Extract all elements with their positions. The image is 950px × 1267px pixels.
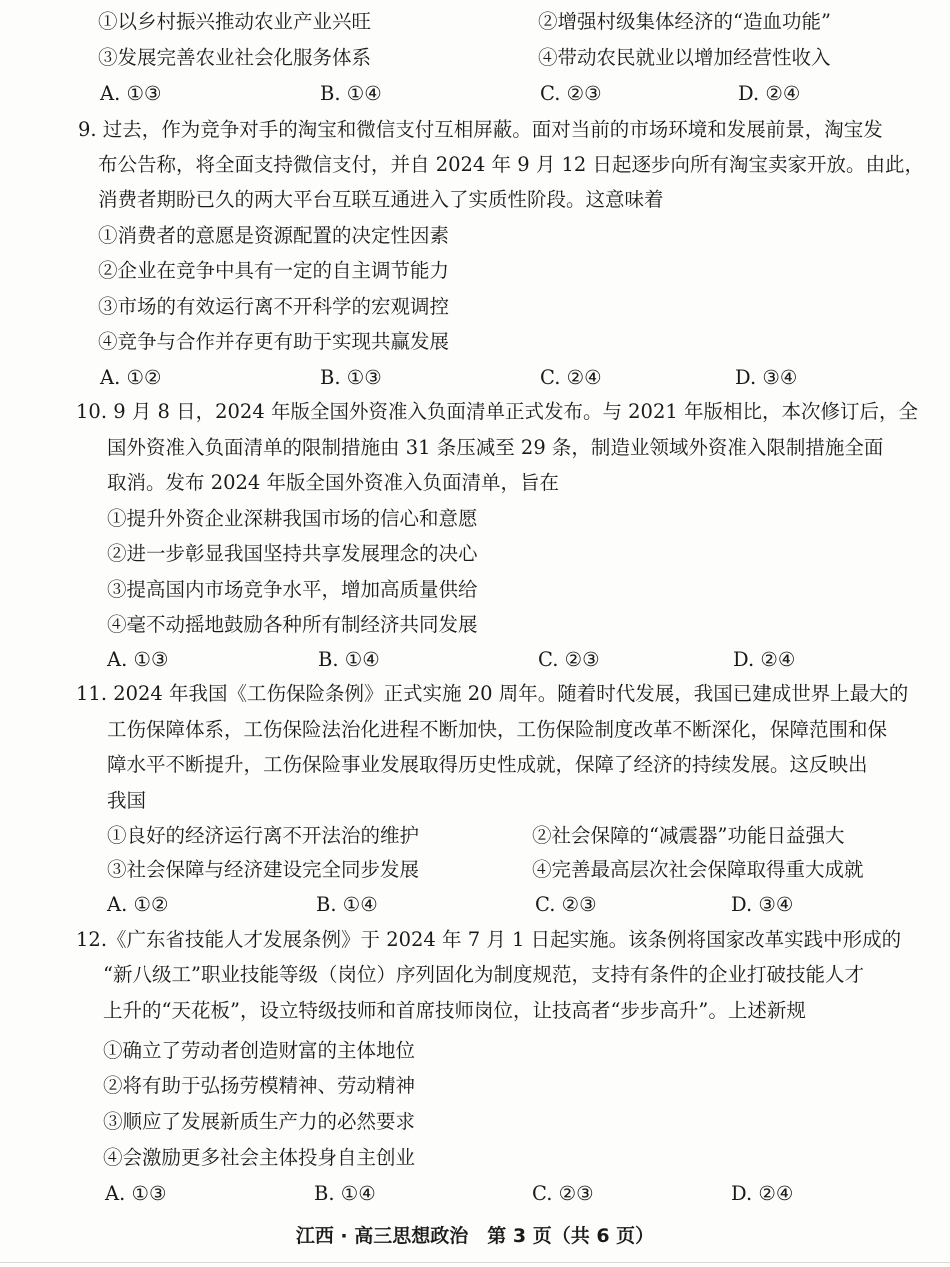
q10-option-3: ③提高国内市场竞争水平，增加高质量供给 <box>107 578 478 601</box>
q10-stem-text: 国外资准入负面清单的限制措施由 31 条压减至 29 条，制造业领域外资准入限制措施全面 <box>107 436 884 459</box>
q10-stem-text: 取消。发布 2024 年版全国外资准入负面清单，旨在 <box>107 471 560 494</box>
q9-choice-b: B. ①③ <box>320 366 382 389</box>
q8-option-1: ①以乡村振兴推动农业产业兴旺 <box>98 10 372 33</box>
q11-option-4: ④完善最高层次社会保障取得重大成就 <box>532 858 864 881</box>
q12-choice-b: B. ①④ <box>314 1182 376 1205</box>
q11-stem-text: 我国 <box>107 789 147 812</box>
q10-choice-a: A. ①③ <box>107 648 169 671</box>
q12-choice-c: C. ②③ <box>532 1182 594 1205</box>
q10-stem-text: 10. 9 月 8 日，2024 年版全国外资准入负面清单正式发布。与 2021 年版相比，本次修订后，全 <box>76 400 918 423</box>
page-edge-divider <box>0 1262 950 1263</box>
q12-option-3: ③顺应了发展新质生产力的必然要求 <box>103 1110 416 1133</box>
q9-stem-text: 布公告称，将全面支持微信支付，并自 2024 年 9 月 12 日起逐步向所有淘宝卖家开放。由此， <box>98 153 925 176</box>
q10-choice-b: B. ①④ <box>318 648 380 671</box>
q9-choice-c: C. ②④ <box>540 366 602 389</box>
q9-choice-a: A. ①② <box>100 366 162 389</box>
q11-stem-text: 障水平不断提升，工伤保险事业发展取得历史性成就，保障了经济的持续发展。这反映出 <box>107 753 868 776</box>
q9-option-1: ①消费者的意愿是资源配置的决定性因素 <box>98 224 450 247</box>
q11-choice-d: D. ③④ <box>731 893 794 916</box>
q12-option-4: ④会激励更多社会主体投身自主创业 <box>103 1146 416 1169</box>
q11-choice-a: A. ①② <box>107 893 169 916</box>
q10-option-1: ①提升外资企业深耕我国市场的信心和意愿 <box>107 507 478 530</box>
q11-stem-text: 11. 2024 年我国《工伤保险条例》正式实施 20 周年。随着时代发展，我国已建成世界上最大的 <box>76 682 909 705</box>
q8-choice-d: D. ②④ <box>738 82 801 105</box>
q8-choice-a: A. ①③ <box>100 82 162 105</box>
q11-stem-text: 工伤保障体系，工伤保险法治化进程不断加快，工伤保险制度改革不断深化，保障范围和保 <box>107 718 888 741</box>
q8-option-2: ②增强村级集体经济的“造血功能” <box>538 10 831 33</box>
q12-stem-text: 12.《广东省技能人才发展条例》于 2024 年 7 月 1 日起实施。该条例将国家改革实践中形成的 <box>76 928 902 951</box>
q12-option-1: ①确立了劳动者创造财富的主体地位 <box>103 1039 416 1062</box>
q9-option-3: ③市场的有效运行离不开科学的宏观调控 <box>98 295 450 318</box>
q9-stem-text: 9. 过去，作为竞争对手的淘宝和微信支付互相屏蔽。面对当前的市场环境和发展前景，淘宝发 <box>78 118 883 141</box>
q12-choice-a: A. ①③ <box>105 1182 167 1205</box>
q12-stem-text: “新八级工”职业技能等级（岗位）序列固化为制度规范，支持有条件的企业打破技能人才 <box>103 963 864 986</box>
q9-stem-text: 消费者期盼已久的两大平台互联互通进入了实质性阶段。这意味着 <box>98 188 664 211</box>
q10-option-4: ④毫不动摇地鼓励各种所有制经济共同发展 <box>107 613 478 636</box>
q12-option-2: ②将有助于弘扬劳模精神、劳动精神 <box>103 1074 416 1097</box>
q12-choice-d: D. ②④ <box>731 1182 794 1205</box>
q12-stem-text: 上升的“天花板”，设立特级技师和首席技师岗位，让技高者“步步高升”。上述新规 <box>103 999 806 1022</box>
q8-choice-b: B. ①④ <box>320 82 382 105</box>
q11-option-2: ②社会保障的“减震器”功能日益强大 <box>532 824 845 847</box>
q8-choice-c: C. ②③ <box>540 82 602 105</box>
q9-choice-d: D. ③④ <box>735 366 798 389</box>
q10-option-2: ②进一步彰显我国坚持共享发展理念的决心 <box>107 542 478 565</box>
q11-option-3: ③社会保障与经济建设完全同步发展 <box>107 858 420 881</box>
q9-option-4: ④竞争与合作并存更有助于实现共赢发展 <box>98 330 450 353</box>
page-footer: 江西 · 高三思想政治 第 3 页（共 6 页） <box>295 1225 655 1247</box>
q11-choice-c: C. ②③ <box>535 893 597 916</box>
q9-option-2: ②企业在竞争中具有一定的自主调节能力 <box>98 259 450 282</box>
q11-choice-b: B. ①④ <box>316 893 378 916</box>
q10-choice-c: C. ②③ <box>538 648 600 671</box>
q8-option-3: ③发展完善农业社会化服务体系 <box>98 46 372 69</box>
q11-option-1: ①良好的经济运行离不开法治的维护 <box>107 824 420 847</box>
q8-option-4: ④带动农民就业以增加经营性收入 <box>538 46 831 69</box>
q10-choice-d: D. ②④ <box>733 648 796 671</box>
